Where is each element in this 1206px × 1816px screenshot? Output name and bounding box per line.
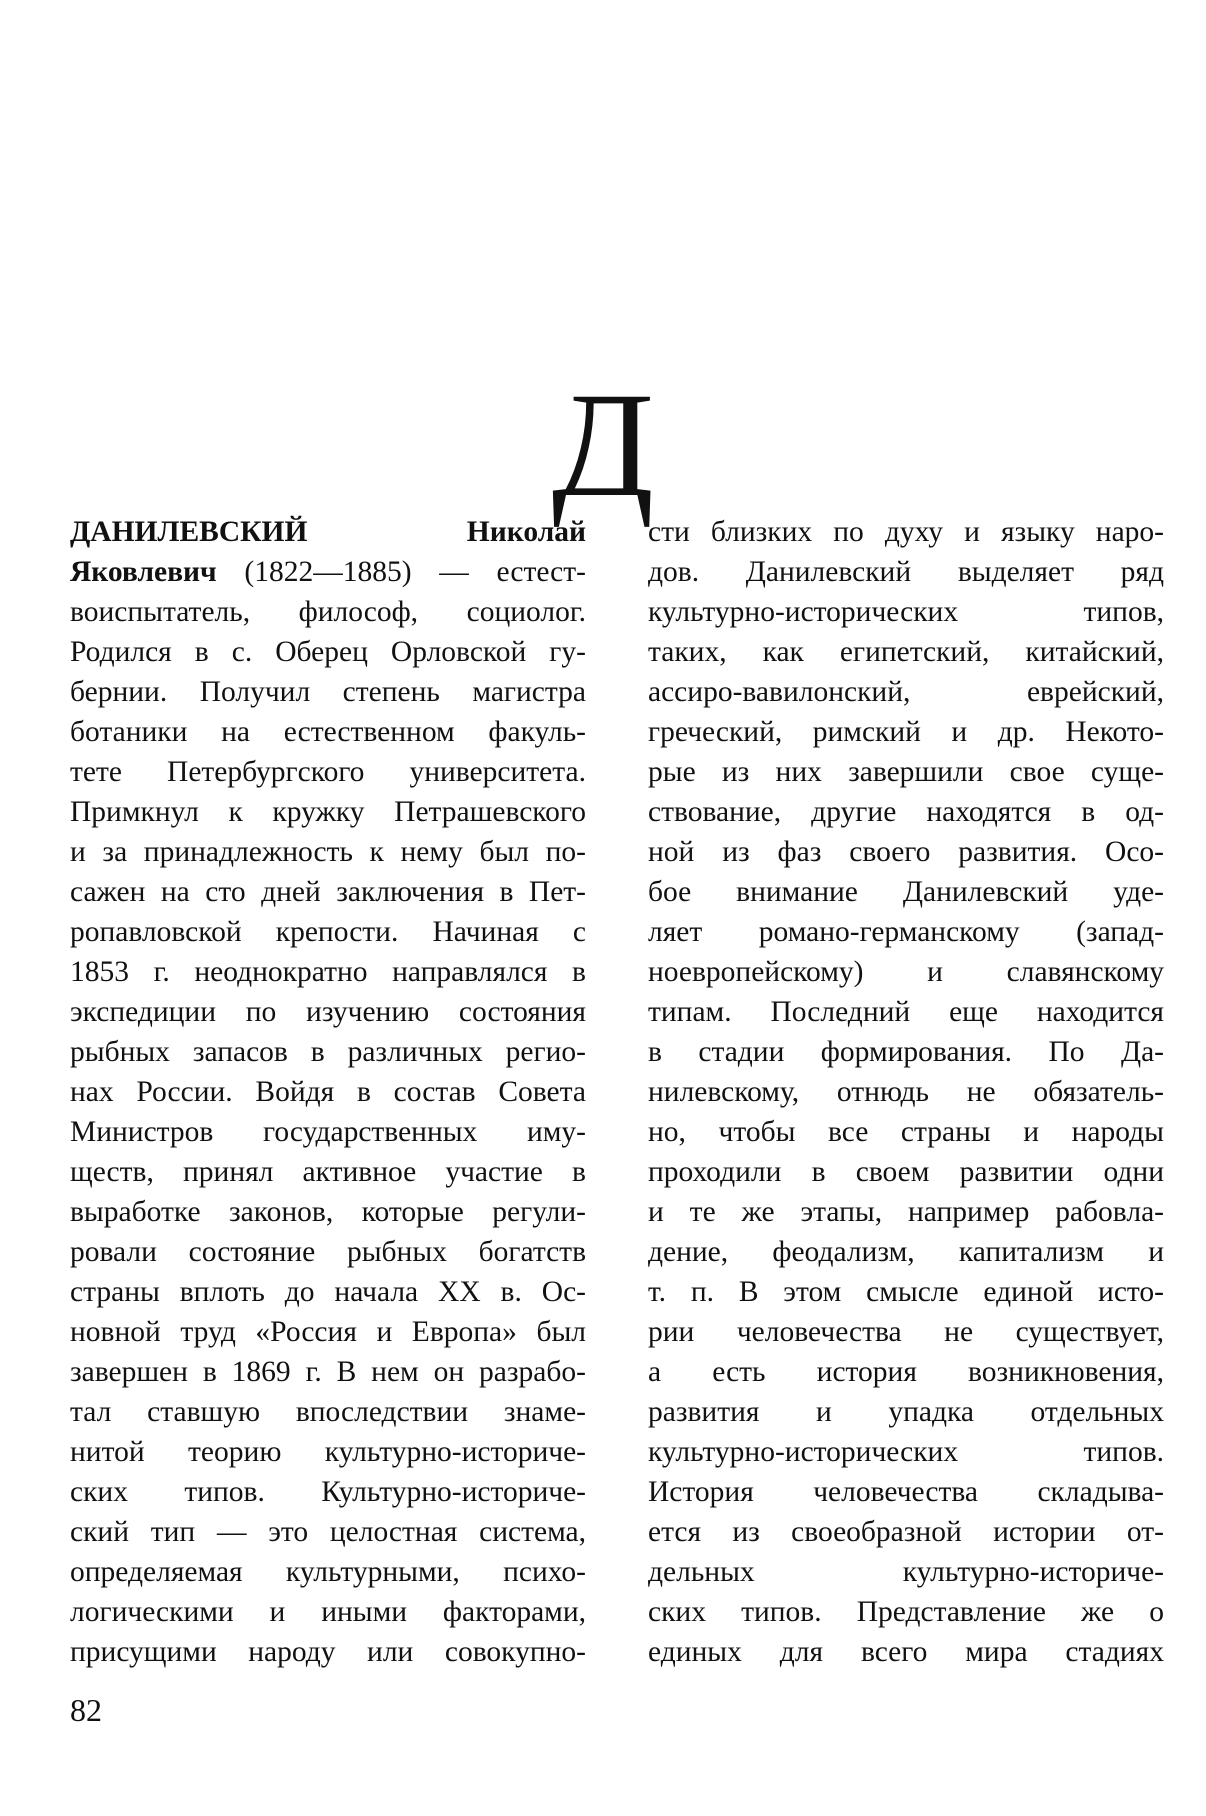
text-line: нах России. Войдя в состав Совета (70, 1076, 586, 1108)
section-letter: Д (551, 362, 655, 528)
entry-first-name: Николай (466, 516, 586, 548)
text-line: дение, феодализм, капитализм и (648, 1236, 1164, 1268)
text-line: бернии. Получил степень магистра (70, 676, 586, 708)
text-line: рии человечества не существует, (648, 1316, 1164, 1348)
text-line: дов. Данилевский выделяет ряд (648, 556, 1164, 588)
text-line: ских типов. Культурно-историче- (70, 1476, 586, 1508)
text-line: и те же этапы, например рабовла- (648, 1196, 1164, 1228)
text-line: культурно-исторических типов, (648, 596, 1164, 628)
text-line: сти близких по духу и языку наро- (648, 516, 1164, 548)
text-line: страны вплоть до начала XX в. Ос- (70, 1276, 586, 1308)
text-line: завершен в 1869 г. В нем он разрабо- (70, 1356, 586, 1388)
text-line: экспедиции по изучению состояния (70, 996, 586, 1028)
text-line: и за принадлежность к нему был по- (70, 836, 586, 868)
right-column (648, 512, 1164, 1672)
text-line: ляет романо-германскому (запад- (648, 916, 1164, 948)
text-line: развития и упадка отдельных (648, 1396, 1164, 1428)
text-line: единых для всего мира стадиях (648, 1636, 1164, 1668)
entry-heading-line (70, 512, 586, 552)
text-line: ровали состояние рыбных богатств (70, 1236, 586, 1268)
text-line: присущими народу или совокупно- (70, 1636, 586, 1668)
text-line: рыбных запасов в различных регио- (70, 1036, 586, 1068)
text-line: ропавловской крепости. Начиная с (70, 916, 586, 948)
text-line: рые из них завершили свое суще- (648, 756, 1164, 788)
text-line: ной из фаз своего развития. Осо- (648, 836, 1164, 868)
text-line: логическими и иными факторами, (70, 1596, 586, 1628)
text-line: ется из своеобразной истории от- (648, 1516, 1164, 1548)
text-line: в стадии формирования. По Да- (648, 1036, 1164, 1068)
text-line: нитой теорию культурно-историче- (70, 1436, 586, 1468)
text-line: культурно-исторических типов. (648, 1436, 1164, 1468)
text-line: ский тип — это целостная система, (70, 1516, 586, 1548)
text-line: История человечества складыва- (648, 1476, 1164, 1508)
entry-surname: ДАНИЛЕВСКИЙ (70, 516, 308, 548)
text-line: проходили в своем развитии одни (648, 1156, 1164, 1188)
text-line: сажен на сто дней заключения в Пет- (70, 876, 586, 908)
text-line: ских типов. Представление же о (648, 1596, 1164, 1628)
text-line: типам. Последний еще находится (648, 996, 1164, 1028)
text-line: а есть история возникновения, (648, 1356, 1164, 1388)
text-line: ствование, другие находятся в од- (648, 796, 1164, 828)
text-line: определяемая культурными, психо- (70, 1556, 586, 1588)
text-line: ществ, принял активное участие в (70, 1156, 586, 1188)
text-line: греческий, римский и др. Некото- (648, 716, 1164, 748)
entry-dates-line (70, 552, 586, 592)
text-line: нилевскому, отнюдь не обязатель- (648, 1076, 1164, 1108)
text-line: т. п. В этом смысле единой исто- (648, 1276, 1164, 1308)
text-line: дельных культурно-историче- (648, 1556, 1164, 1588)
text-line: воиспытатель, философ, социолог. (70, 596, 586, 628)
text-line: ассиро-вавилонский, еврейский, (648, 676, 1164, 708)
text-line: ботаники на естественном факуль- (70, 716, 586, 748)
text-line: выработке законов, которые регули- (70, 1196, 586, 1228)
text-line: бое внимание Данилевский уде- (648, 876, 1164, 908)
page-number: 82 (70, 1692, 102, 1728)
left-text-body (70, 592, 586, 1672)
text-line: Министров государственных иму- (70, 1116, 586, 1148)
text-line: тал ставшую впоследствии знаме- (70, 1396, 586, 1428)
text-line: но, чтобы все страны и народы (648, 1116, 1164, 1148)
entry-patronymic: Яковлевич (70, 556, 217, 588)
text-line: Примкнул к кружку Петрашевского (70, 796, 586, 828)
right-text-body (648, 512, 1164, 1672)
text-line: ноевропейскому) и славянскому (648, 956, 1164, 988)
entry-dates: (1822—1885) — естест- (216, 556, 586, 588)
text-line: тете Петербургского университета. (70, 756, 586, 788)
text-line: новной труд «Россия и Европа» был (70, 1316, 586, 1348)
text-line: 1853 г. неоднократно направлялся в (70, 956, 586, 988)
left-column (70, 512, 586, 1672)
text-line: таких, как египетский, китайский, (648, 636, 1164, 668)
text-line: Родился в с. Оберец Орловской гу- (70, 636, 586, 668)
